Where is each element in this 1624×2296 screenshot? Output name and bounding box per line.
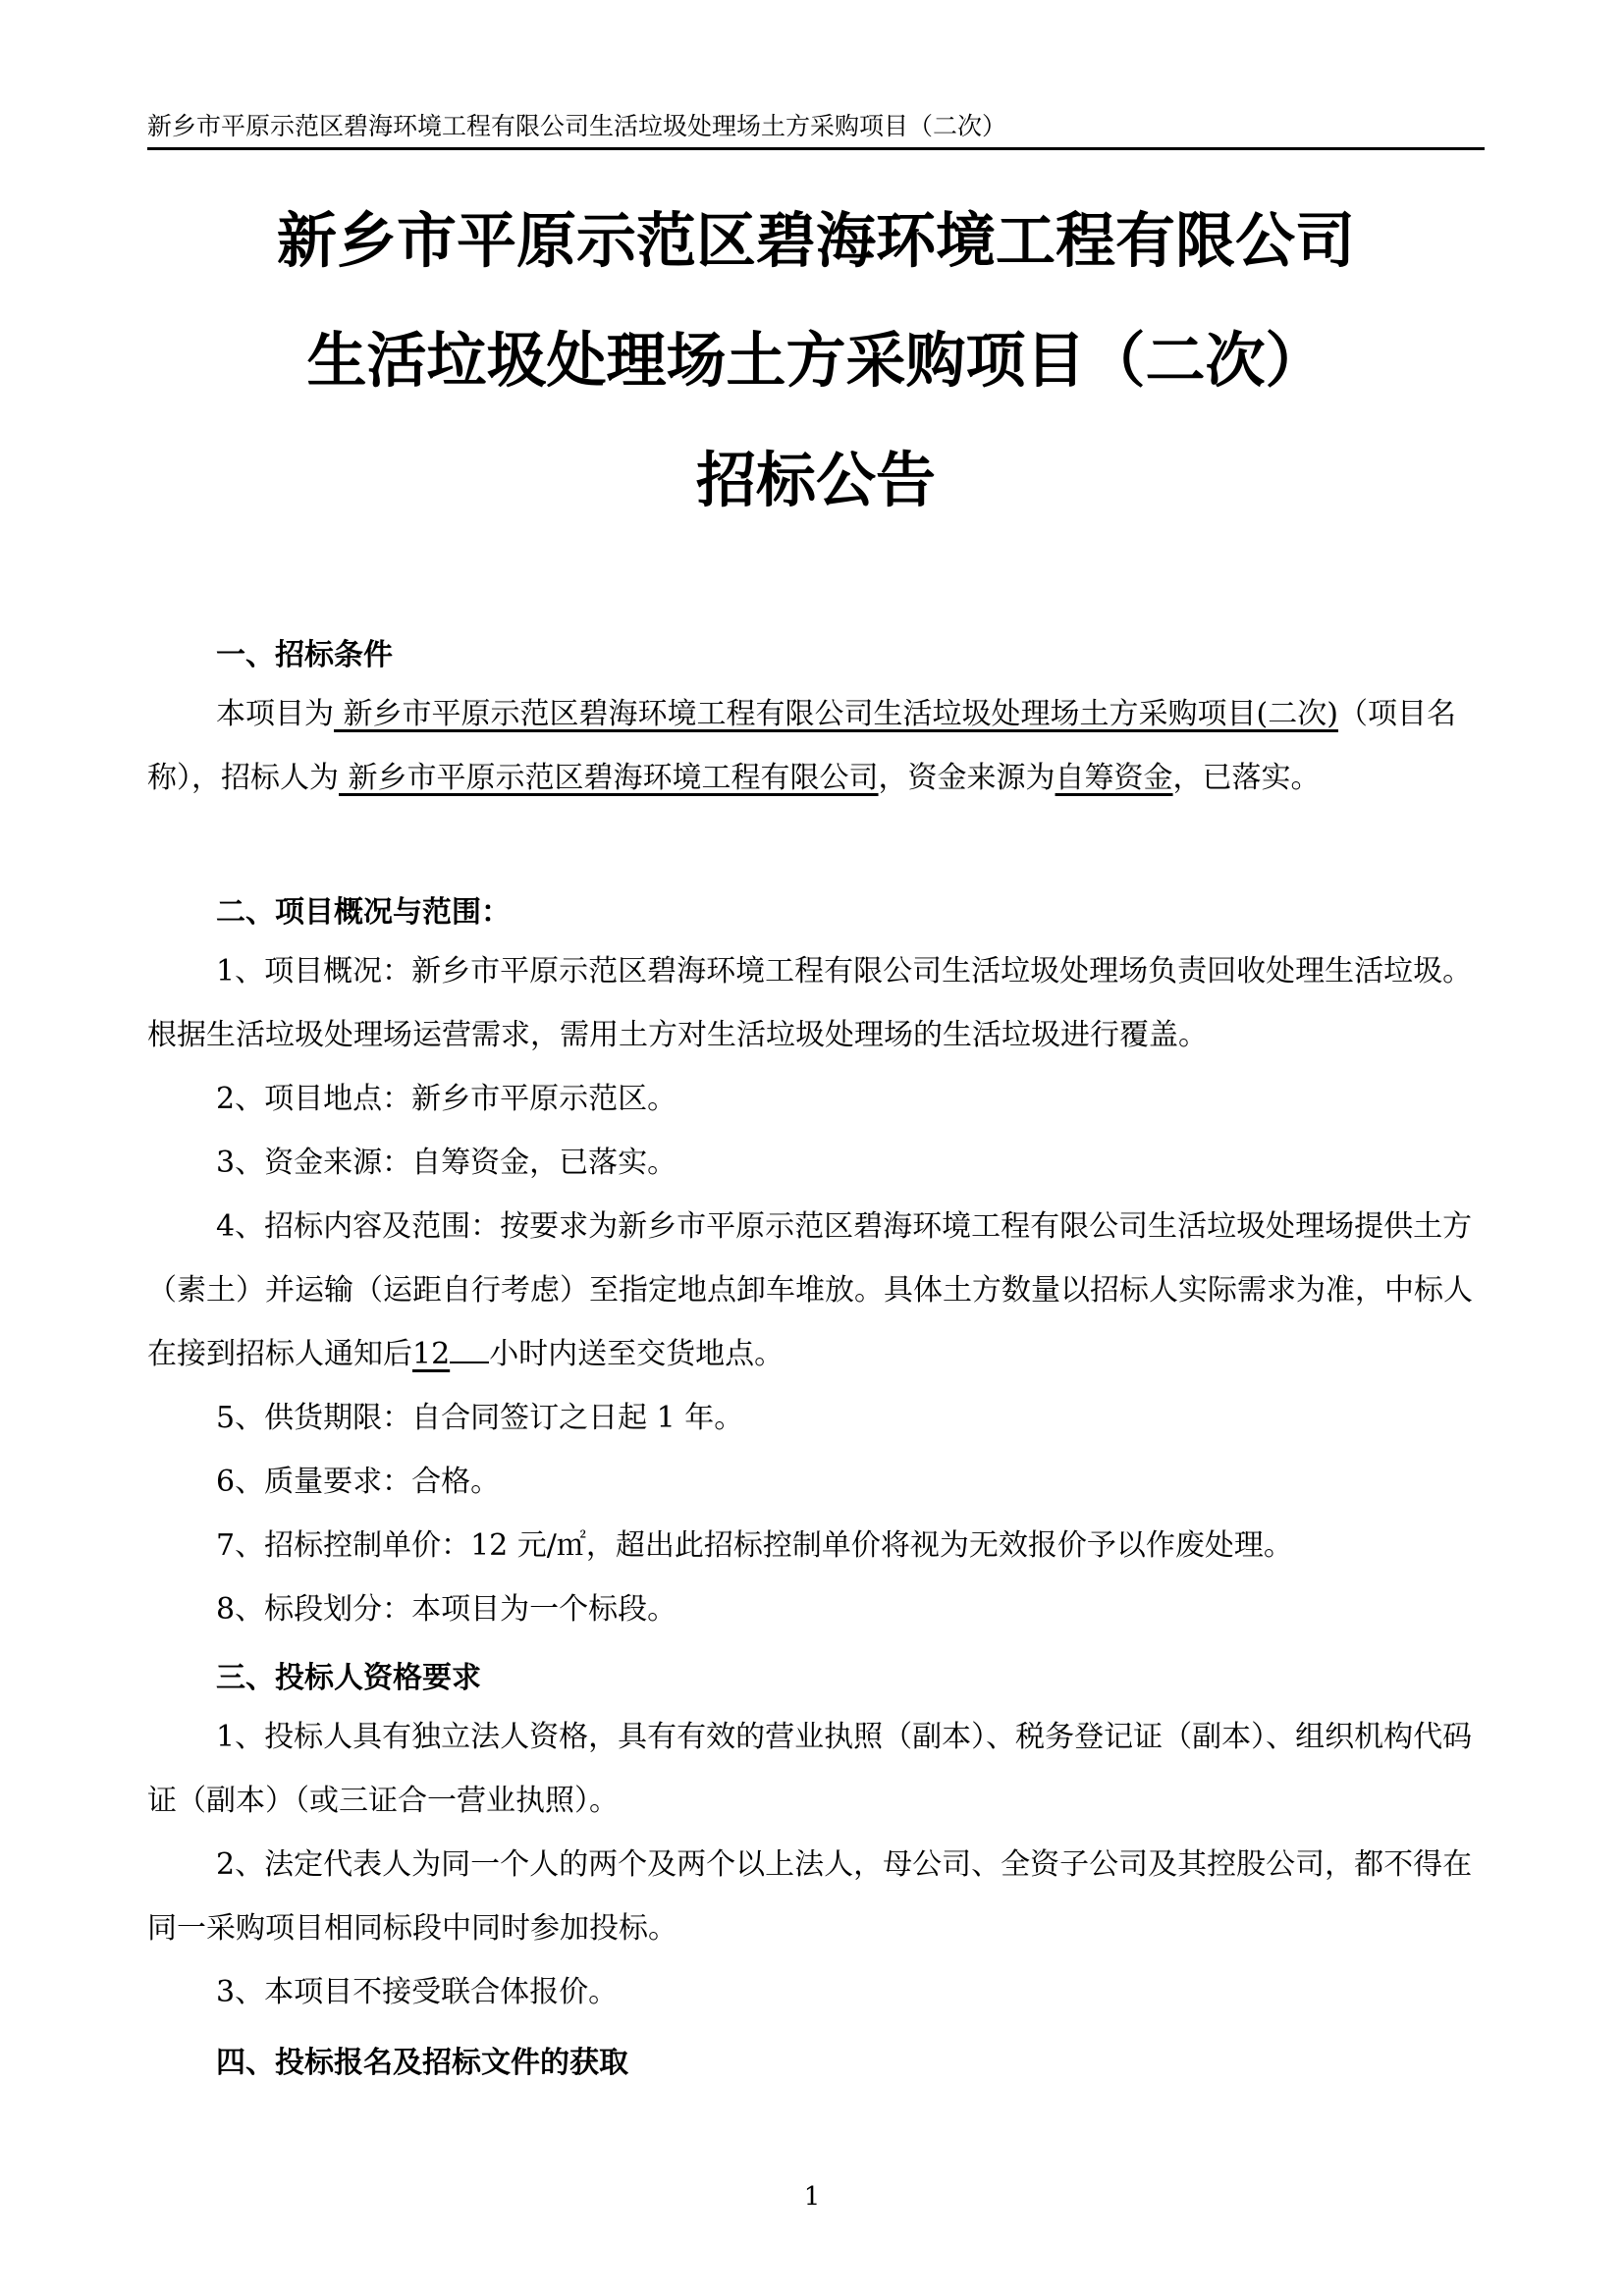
section3-item-3: 3、本项目不接受联合体报价。 <box>216 1975 619 2009</box>
section2-item-8: 8、标段划分：本项目为一个标段。 <box>216 1592 677 1627</box>
section2-item-5: 5、供货期限：自合同签订之日起 1 年。 <box>216 1401 744 1435</box>
document-title-line-3: 招标公告 <box>695 446 936 515</box>
document-title-line-2: 生活垃圾处理场土方采购项目（二次） <box>306 326 1326 396</box>
section2-item-1: 1、项目概况：新乡市平原示范区碧海环境工程有限公司生活垃圾处理场负责回收处理生活垃圾。根据生活垃圾处理场运营需求，需用土方对生活垃圾处理场的生活垃圾进行覆盖。 <box>147 954 1473 1052</box>
section2-item-7: 7、招标控制单价：12 元/㎡，超出此招标控制单价将视为无效报价予以作废处理。 <box>216 1528 1293 1563</box>
text-span: 本项目为 <box>216 697 334 731</box>
text-span: ，已落实。 <box>1172 761 1321 795</box>
fund-source-underlined: 自筹资金 <box>1055 761 1173 795</box>
text-span: ，资金来源为 <box>878 761 1056 795</box>
underline-blank <box>450 1340 489 1363</box>
section3-item-2: 2、法定代表人为同一个人的两个及两个以上法人，母公司、全资子公司及其控股公司，都不得在同一采购项目相同标段中同时参加投标。 <box>147 1847 1473 1946</box>
page-number: 1 <box>803 2182 821 2212</box>
section3-item-1: 1、投标人具有独立法人资格，具有有效的营业执照（副本）、税务登记证（副本）、组织机构代码证（副本）（或三证合一营业执照）。 <box>147 1720 1473 1818</box>
section2-item-6: 6、质量要求：合格。 <box>216 1465 501 1499</box>
section-heading-2: 二、项目概况与范围： <box>216 895 511 930</box>
section2-item-4 <box>147 1195 1485 1386</box>
running-header: 新乡市平原示范区碧海环境工程有限公司生活垃圾处理场土方采购项目（二次） <box>147 112 1007 140</box>
section-heading-3: 三、投标人资格要求 <box>216 1661 481 1695</box>
tenderer-underlined: 新乡市平原示范区碧海环境工程有限公司 <box>339 761 879 795</box>
section-heading-1: 一、招标条件 <box>216 638 393 672</box>
header-rule <box>147 147 1485 150</box>
section-heading-4: 四、投标报名及招标文件的获取 <box>216 2046 628 2080</box>
delivery-hours-underlined: 12 <box>412 1337 451 1371</box>
project-name-underlined: 新乡市平原示范区碧海环境工程有限公司生活垃圾处理场土方采购项目(二次) <box>334 697 1338 731</box>
section2-item-3: 3、资金来源：自筹资金，已落实。 <box>216 1146 677 1180</box>
section1-paragraph <box>147 682 1485 810</box>
text-span: 4、招标内容及范围：按要求为新乡市平原示范区碧海环境工程有限公司生活垃圾处理场提供土方（素土）并运输（运距自行考虑）至指定地点卸车堆放。具体土方数量以招标人实际需求为准，中标人在接到招标人通知后 <box>147 1209 1473 1371</box>
document-title-line-1: 新乡市平原示范区碧海环境工程有限公司 <box>276 206 1355 276</box>
section2-item-2: 2、项目地点：新乡市平原示范区。 <box>216 1082 677 1116</box>
text-span: 小时内送至交货地点。 <box>489 1337 785 1371</box>
text-span: （项目名称），招标人为 <box>147 697 1456 795</box>
